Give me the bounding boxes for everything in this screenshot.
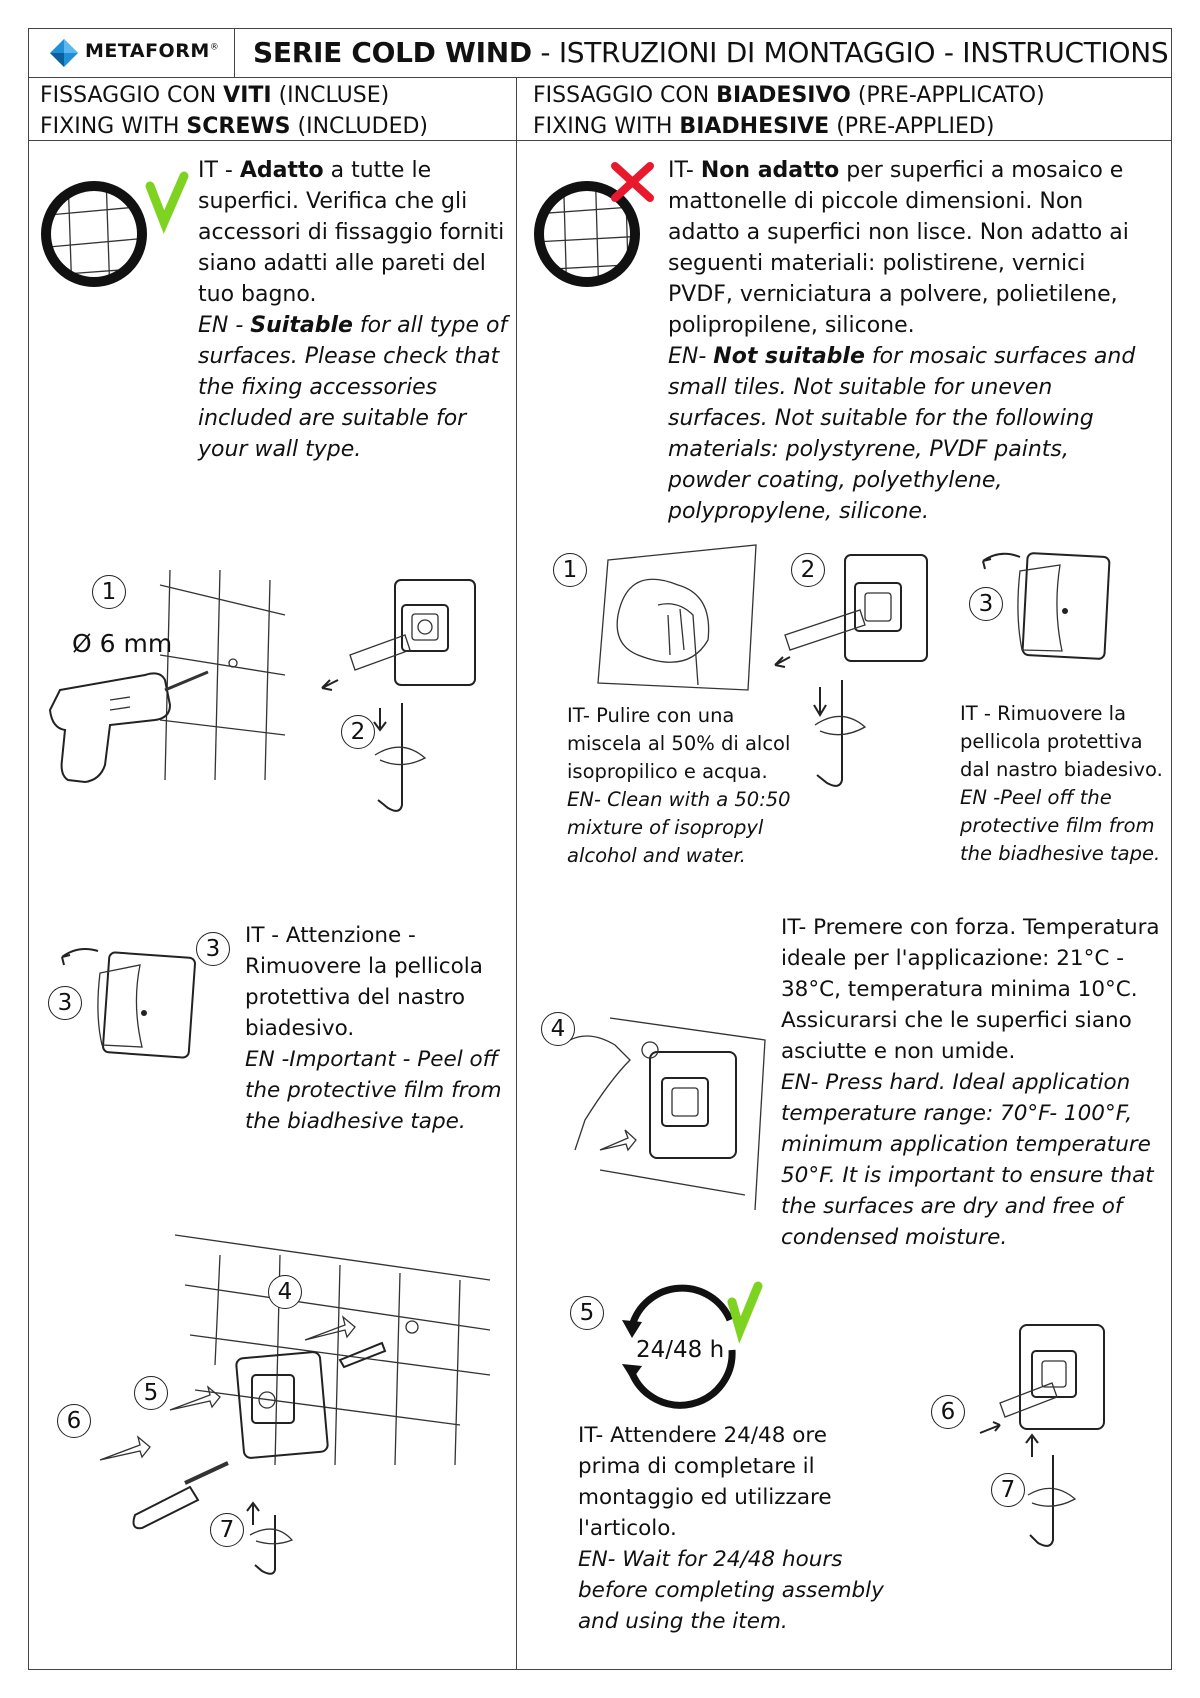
step-3-badge-left: 3 [196, 932, 230, 966]
right-intro-text [668, 155, 1138, 527]
step-6-badge-left: 6 [57, 1404, 91, 1438]
step-4-badge-left: 4 [268, 1275, 302, 1309]
drill-icon [50, 673, 170, 782]
step-2-badge-right: 2 [791, 553, 825, 587]
logo-cell [28, 28, 235, 78]
column-divider [516, 78, 517, 1670]
wall-plug-icon [340, 1343, 385, 1367]
holder-plate-icon [395, 580, 475, 685]
step-3-badge-right: 3 [969, 587, 1003, 621]
allen-key-icon [378, 703, 402, 811]
page-title: SERIE COLD WIND - ISTRUZIONI DI MONTAGGIO - INSTRUCTIONS [235, 28, 1172, 78]
step-3-badge-left-plate: 3 [48, 986, 82, 1020]
drill-size-label: Ø 6 mm [72, 629, 173, 658]
step-7-badge-left: 7 [210, 1513, 244, 1547]
arrow-icon [322, 680, 338, 690]
step-6-badge-right: 6 [931, 1395, 965, 1429]
left-intro-text [198, 155, 510, 465]
step-2-badge-left: 2 [341, 715, 375, 749]
arrow-icon [775, 657, 790, 667]
arrow-icon [980, 1422, 1000, 1433]
hand-icon [658, 604, 698, 685]
step-5-badge-right: 5 [570, 1296, 604, 1330]
anchor-icon [134, 1487, 198, 1528]
wait-label: 24/48 h [636, 1337, 725, 1363]
left-heading-en: FIXING WITH SCREWS (INCLUDED) [40, 114, 429, 139]
right-step5-text: IT- Attendere 24/48 ore prima di completare il montaggio ed utilizzare l'articolo. EN- Wait for 24/48 hours before completing assembly and using the item. [578, 1423, 884, 1634]
right-heading-it: FISSAGGIO CON BIADESIVO (PRE-APPLICATO) [533, 83, 1045, 108]
curved-arrow-icon [983, 554, 1020, 569]
hand-icon [570, 1036, 630, 1150]
cleaning-illustration [598, 545, 768, 695]
arrow-icon [622, 1320, 642, 1338]
step-1-badge-left: 1 [92, 575, 126, 609]
right-step1-text: IT- Pulire con una miscela al 50% di alcol isopropilico e acqua. EN- Clean with a 50:50 mixture of isopropyl alcohol and water. [567, 704, 791, 867]
press-illustration [570, 1010, 770, 1210]
step-1-badge-right: 1 [553, 553, 587, 587]
brand-name: METAFORM® [85, 40, 220, 62]
green-check-icon [150, 176, 184, 222]
arrow-icon [305, 1317, 355, 1340]
right-intro-it: IT- Non adatto per superfici a mosaico e mattonelle di piccole dimensioni. Non adatto a superfici non lisce. Non adatto ai seguenti materiali: polistirene, vernici PVDF, verniciatura a polvere, polietilene, polipropilene, silicone. [668, 158, 1129, 338]
tile-not-suitable-icon [535, 162, 665, 302]
final-assembly-illustration [960, 1325, 1160, 1575]
tile-suitable-icon [38, 176, 188, 296]
curved-arrow-icon [62, 949, 98, 965]
left-intro-it: IT - Adatto a tutte le superfici. Verifica che gli accessori di fissaggio forniti siano adatti alle pareti del tuo bagno. [198, 158, 505, 307]
green-check-icon [732, 1286, 758, 1330]
step-7-badge-right: 7 [991, 1473, 1025, 1507]
step-4-badge-right: 4 [541, 1012, 575, 1046]
left-heading-it: FISSAGGIO CON VITI (INCLUSE) [40, 83, 390, 108]
right-heading-en: FIXING WITH BIADHESIVE (PRE-APPLIED) [533, 114, 995, 139]
right-step4-text: IT- Premere con forza. Temperatura ideale per l'applicazione: 21°C - 38°C, temperatura minima 10°C. Assicurarsi che le superfici siano asciutte e non umide. EN- Press hard. Ideal application temperature range: 70°F- 100°F, minimum application temperature 50°F. It is important to ensure that the surfaces are dry and free of condensed moisture. [781, 915, 1160, 1250]
right-step3-text: IT - Rimuovere la pellicola protettiva dal nastro biadesivo. EN -Peel off the protective film from the biadhesive tape. [960, 702, 1163, 865]
right-intro-en: EN- Not suitable for mosaic surfaces and small tiles. Not suitable for uneven surfaces. Not suitable for the following materials: polystyrene, PVDF paints, powder coating, polyethylene, polypropylene, silicone. [668, 344, 1136, 524]
left-step3-text: IT - Attenzione - Rimuovere la pellicola protettiva del nastro biadesivo. EN -Important - Peel off the protective film from the biadhesive tape. [245, 923, 502, 1134]
left-intro-en: EN - Suitable for all type of surfaces. Please check that the fixing accessories included are suitable for your wall type. [198, 313, 508, 462]
step-5-badge-left: 5 [134, 1376, 168, 1410]
red-cross-icon [615, 166, 650, 198]
allen-key-icon [1030, 1455, 1053, 1546]
